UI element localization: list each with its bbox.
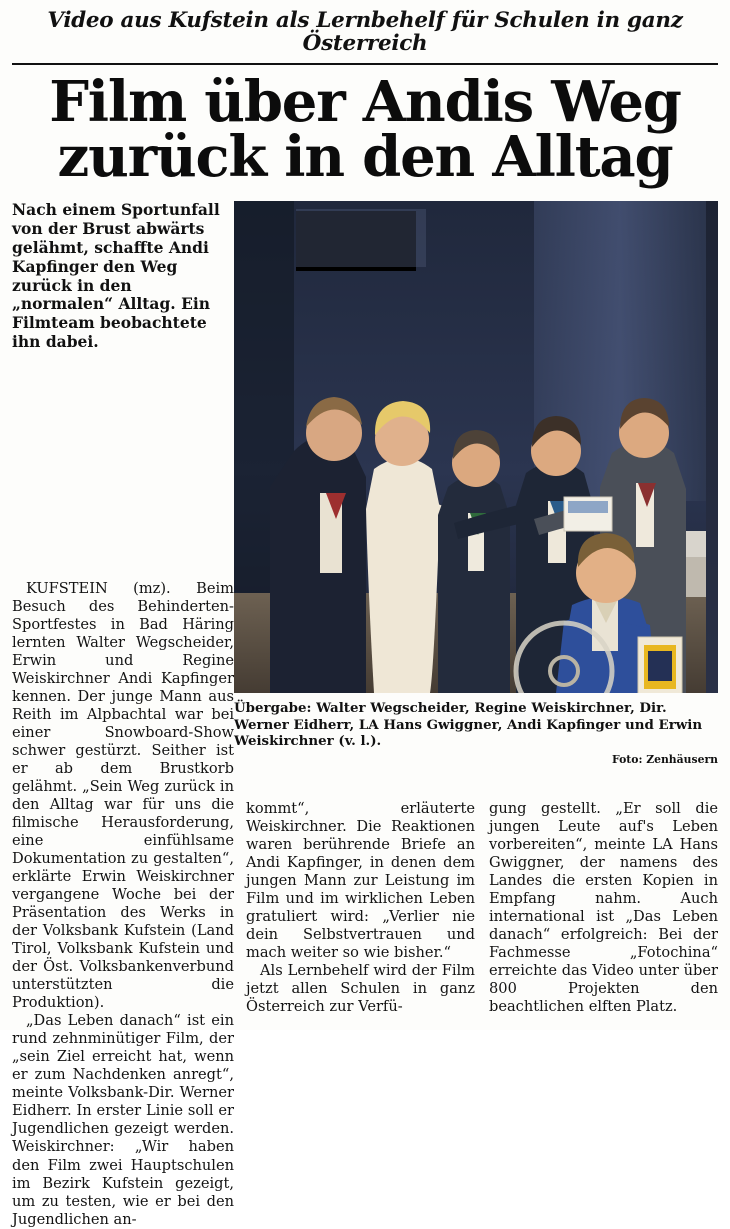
paragraph: gung gestellt. „Er soll die jungen Leute auf's Leben vorbereiten“, meinte LA Hans Gwiggner, der namens des Landes die ersten Kopien in Empfang nahm. Auch international ist „Das Leben danach“ erfolgreich: Bei der Fachmesse „Fotochina“ erreichte das Video unter über 800 Projekten den beachtlichen elften Platz. xyxy=(489,800,718,1016)
body-column-left xyxy=(12,580,234,1229)
body-columns-lower xyxy=(246,800,718,1016)
paragraph: KUFSTEIN (mz). Beim Besuch des Behinderten-Sportfestes in Bad Häring lernten Walter Wegscheider, Erwin und Regine Weiskirchner Andi Kapfinger kennen. Der junge Mann aus Reith im Alpbachtal war bei einer Snowboard-Show schwer gestürzt. Seither ist er ab dem Brustkorb gelähmt. „Sein Weg zurück in den Alltag war für uns die filmische Herausforderung, eine einfühlsame Dokumentation zu gestalten“, erklärte Erwin Weiskirchner vergangene Woche bei der Präsentation des Werks in der Volksbank Kufstein (Land Tirol, Volksbank Kufstein und der Öst. Volksbankenverbund unterstützten die Produktion). xyxy=(12,580,234,1012)
kicker-text: Video aus Kufstein als Lernbehelf für Schulen in ganz Österreich xyxy=(47,8,683,56)
headline-line-1: Film über Andis Weg xyxy=(49,69,681,136)
body-column-middle xyxy=(246,800,475,1016)
lead-column xyxy=(12,201,234,352)
page-title xyxy=(12,69,718,190)
article-photo xyxy=(234,201,718,693)
photo-credit: Foto: Zenhäusern xyxy=(612,753,718,767)
photo-column xyxy=(234,201,718,766)
paragraph: Als Lernbehelf wird der Film jetzt allen Schulen in ganz Österreich zur Verfü- xyxy=(246,962,475,1016)
header-divider xyxy=(12,63,718,65)
photo-caption: Übergabe: Walter Wegscheider, Regine Weiskirchner, Dir. Werner Eidherr, LA Hans Gwiggner, Andi Kapfinger und Erwin Weiskirchner (v. l.). xyxy=(234,699,703,750)
kicker-container xyxy=(0,0,730,57)
paragraph: „Das Leben danach“ ist ein rund zehnminütiger Film, der „sein Ziel erreicht hat, wenn er zum Nachdenken anregt“, meinte Volksbank-Dir. Werner Eidherr. In erster Linie soll er Jugendlichen gezeigt werden. Weiskirchner: „Wir haben den Film zwei Hauptschulen im Bezirk Kufstein gezeigt, um zu testen, wie er bei den Jugendlichen an- xyxy=(12,1012,234,1228)
lead-paragraph: Nach einem Sportunfall von der Brust abwärts gelähmt, schaffte Andi Kapfinger den Weg zurück in den „normalen“ Alltag. Ein Filmteam beobachtete ihn dabei. xyxy=(12,199,220,352)
headline-line-2: zurück in den Alltag xyxy=(57,124,673,190)
body-column-right xyxy=(489,800,718,1016)
photo-illustration xyxy=(234,201,706,693)
paragraph: kommt“, erläuterte Weiskirchner. Die Reaktionen waren berührende Briefe an Andi Kapfinger, in denen dem jungen Mann zur Leistung im Film und im wirklichen Leben gratuliert wird: „Verlier nie dein Selbstvertrauen und mach weiter so wie bisher.“ xyxy=(246,800,475,962)
